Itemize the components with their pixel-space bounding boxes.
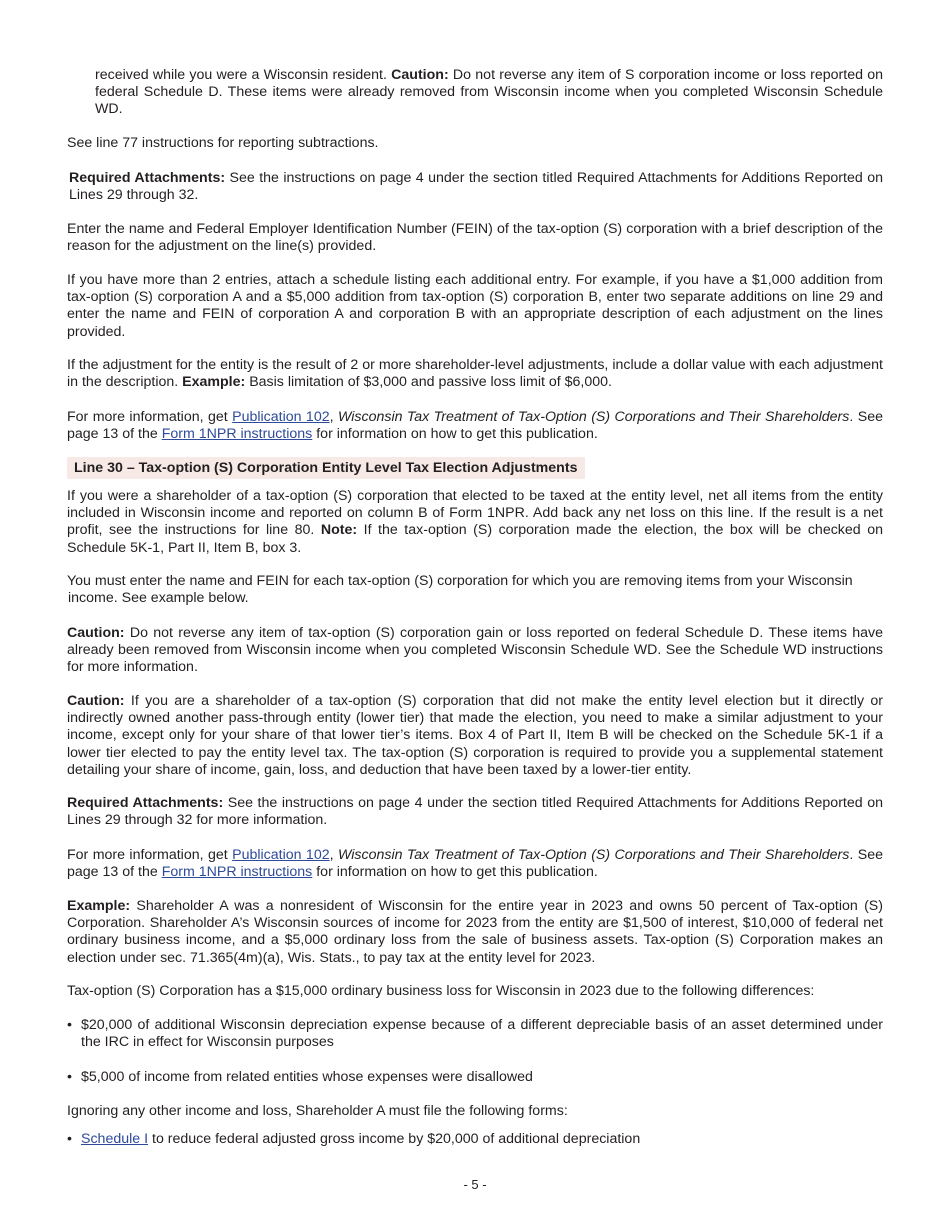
paragraph-more-info-2: For more information, get Publication 102, Wisconsin Tax Treatment of Tax-Option (S) Corporations and Their Shareholders. See page 13 of the Form 1NPR instructions for information on how to get this publication. — [67, 847, 883, 881]
paragraph-required-attachments: Required Attachments: See the instructions on page 4 under the section titled Required Attachments for Additions Reported on Lines 29 through 32. — [69, 170, 883, 204]
paragraph-more-entries: If you have more than 2 entries, attach a schedule listing each additional entry. For example, if you have a $1,000 addition from tax-option (S) corporation A and a $5,000 addition from tax-option (S) corporation B, enter two separate additions on line 29 and enter the name and FEIN of corporation A and corporation B with an appropriate description of each adjustment on the lines provided. — [67, 272, 883, 340]
paragraph-example-shareholder-a: Example: Shareholder A was a nonresident of Wisconsin for the entire year in 2023 and owns 50 percent of Tax-option (S) Corporation. Shareholder A’s Wisconsin sources of income for 2023 from the entity are $1,500 of interest, $10,000 of federal net ordinary business income, and a $5,000 ordinary loss from the sale of business assets. Tax-option (S) Corporation makes an election under sec. 71.365(4m)(a), Wis. Stats., to pay tax at the entity level for 2023. — [67, 898, 883, 966]
list-item: • Schedule I to reduce federal adjusted gross income by $20,000 of additional depreciation — [67, 1131, 641, 1147]
publication-102-link[interactable]: Publication 102 — [232, 847, 330, 863]
bullet-icon: • — [67, 1131, 72, 1147]
bullet-icon: • — [67, 1069, 72, 1085]
paragraph-shareholder-adjustments: If the adjustment for the entity is the result of 2 or more shareholder-level adjustments, include a dollar value with each adjustment in the description. Example: Basis limitation of $3,000 and passive loss limit of $6,000. — [67, 357, 883, 391]
paragraph-ordinary-loss: Tax-option (S) Corporation has a $15,000 ordinary business loss for Wisconsin in 2023 due to the following differences: — [67, 983, 815, 999]
paragraph-caution-lower-tier: Caution: If you are a shareholder of a tax-option (S) corporation that did not make the entity level election but it directly or indirectly owned another pass-through entity (lower tier) that made the election, you need to make a similar adjustment to your income, except only for your share of that lower tier’s items. Box 4 of Part II, Item B will be checked on the Schedule 5K-1 if a lower tier elected to pay the entity level tax. The tax-option (S) corporation is required to provide you a supplemental statement detailing your share of income, gain, loss, and deduction that have been taxed by a lower-tier entity. — [67, 693, 883, 778]
list-item: • $20,000 of additional Wisconsin depreciation expense because of a different depreciable basis of an asset determined under the IRC in effect for Wisconsin purposes — [67, 1017, 883, 1051]
paragraph-s-corp-caution: received while you were a Wisconsin resident. Caution: Do not reverse any item of S corporation income or loss reported on federal Schedule D. These items were already removed from Wisconsin income when you completed Wisconsin Schedule WD. — [95, 67, 883, 118]
list-item: • $5,000 of income from related entities whose expenses were disallowed — [67, 1069, 533, 1085]
section-heading-line-30: Line 30 – Tax-option (S) Corporation Entity Level Tax Election Adjustments — [67, 457, 585, 479]
paragraph-line-77-note: See line 77 instructions for reporting subtractions. — [67, 135, 379, 151]
page-number: - 5 - — [463, 1177, 487, 1192]
paragraph-ignoring-other-income: Ignoring any other income and loss, Shareholder A must file the following forms: — [67, 1103, 568, 1119]
paragraph-enter-fein: Enter the name and Federal Employer Identification Number (FEIN) of the tax-option (S) corporation with a brief description of the reason for the adjustment on the line(s) provided. — [67, 221, 883, 255]
paragraph-required-attachments-2: Required Attachments: See the instructions on page 4 under the section titled Required Attachments for Additions Reported on Lines 29 through 32 for more information. — [67, 795, 883, 829]
publication-102-link[interactable]: Publication 102 — [232, 409, 330, 425]
form-1npr-instructions-link[interactable]: Form 1NPR instructions — [161, 864, 313, 881]
paragraph-enter-name-fein: You must enter the name and FEIN for each tax-option (S) corporation for which you are removing items from your Wisconsin income. See example below. — [67, 573, 853, 607]
schedule-i-link[interactable]: Schedule I — [81, 1131, 149, 1147]
paragraph-caution-schedule-d: Caution: Do not reverse any item of tax-option (S) corporation gain or loss reported on federal Schedule D. These items have already been removed from Wisconsin income when you completed Wisconsin Schedule WD. See the Schedule WD instructions for more information. — [67, 625, 883, 676]
bullet-icon: • — [67, 1017, 72, 1033]
paragraph-more-info-1: For more information, get Publication 102, Wisconsin Tax Treatment of Tax-Option (S) Corporations and Their Shareholders. See page 13 of the Form 1NPR instructions for information on how to get this publication. — [67, 409, 883, 443]
paragraph-entity-level-election: If you were a shareholder of a tax-option (S) corporation that elected to be taxed at the entity level, net all items from the entity included in Wisconsin income and reported on column B of Form 1NPR. Add back any net loss on this line. If the result is a net profit, see the instructions for line 80. Note: If the tax-option (S) corporation made the election, the box will be checked on Schedule 5K-1, Part II, Item B, box 3. — [67, 488, 883, 556]
form-1npr-instructions-link[interactable]: Form 1NPR instructions — [161, 426, 313, 443]
